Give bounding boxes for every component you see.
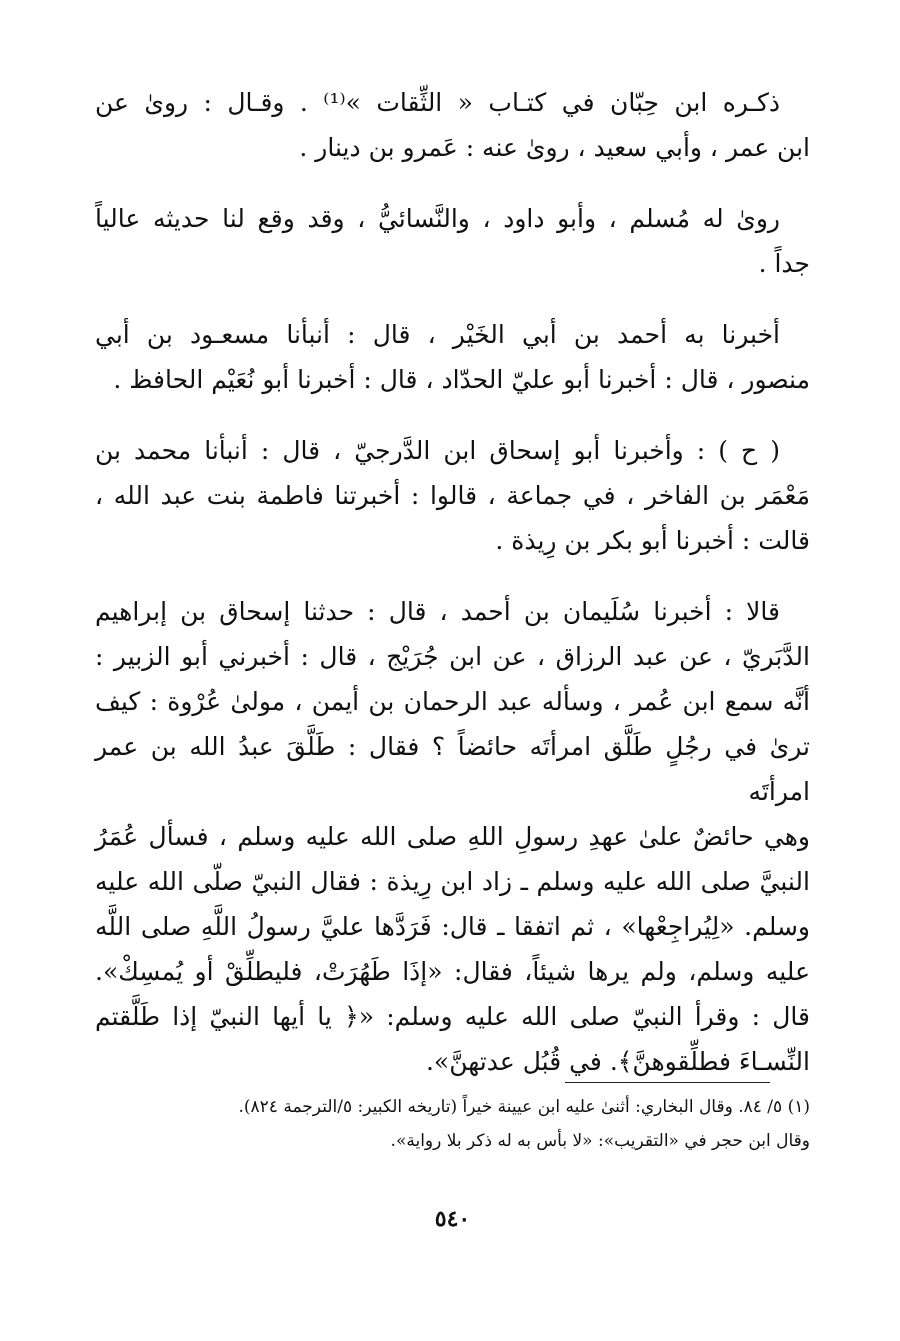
paragraph-isnad-1: [95, 312, 810, 402]
text-line: ذكـره ابن حِبّان في كتـاب « الثِّقات »⁽¹⁾ . وقـال : روىٰ عن: [95, 88, 780, 117]
text-line: النِّسـاءَ فطلِّقوهنَّ﴾. في قُبُل عدتهنَّ».: [425, 1047, 810, 1076]
footnote-line: وقال ابن حجر في «التقريب»: «لا بأس به له ذكر بلا رواية».: [390, 1131, 810, 1151]
text-line: منصور ، قال : أخبرنا أبو عليّ الحدّاد ، قال : أخبرنا أبو نُعَيْم الحافظ .: [113, 365, 810, 394]
text-line: جداً .: [758, 249, 810, 278]
text-line: أنَّه سمع ابن عُمر ، وسأله عبد الرحمان بن أيمن ، مولىٰ عُرْوة : كيف: [95, 687, 810, 716]
paragraph-narrators: [95, 196, 810, 286]
paragraph-isnad-2: [95, 428, 810, 563]
text-line: قالا : أخبرنا سُلَيمان بن أحمد ، قال : حدثنا إسحاق بن إبراهيم: [95, 597, 780, 626]
text-line: النبيَّ صلى الله عليه وسلم ـ زاد ابن رِيذة : فقال النبيّ صلّى الله عليه: [95, 867, 810, 896]
text-line: ( ح ) : وأخبرنا أبو إسحاق ابن الدَّرجيّ ، قال : أنبأنا محمد بن: [95, 436, 780, 465]
paragraph-ibn-hibban: [95, 80, 810, 170]
footnote-line: (١) ٥/ ٨٤. وقال البخاري: أثنىٰ عليه ابن عيينة خيراً (تاريخه الكبير: ٥/الترجمة ٨٢٤).: [238, 1097, 810, 1117]
text-line: وهي حائضٌ علىٰ عهدِ رسولِ اللهِ صلى الله عليه وسلم ، فسأل عُمَرُ: [95, 822, 810, 851]
text-line: قال : وقرأ النبيّ صلى الله عليه وسلم: «﴿ يا أيها النبيّ إذا طَلَّقتم: [95, 1002, 810, 1031]
text-line: مَعْمَر بن الفاخر ، في جماعة ، قالوا : أخبرتنا فاطمة بنت عبد الله ،: [95, 481, 810, 510]
text-line: روىٰ له مُسلم ، وأبو داود ، والنَّسائيُّ ، وقد وقع لنا حديثه عالياً: [95, 204, 780, 233]
text-line: قالت : أخبرنا أبو بكر بن رِيذة .: [495, 526, 810, 555]
text-line: عليه وسلم، ولم يرها شيئاً، فقال: «إذَا طَهُرَتْ، فليطلِّقْ أو يُمسِكْ».: [95, 957, 810, 986]
text-line: الدَّبَريّ ، عن عبد الرزاق ، عن ابن جُرَيْج ، قال : أخبرني أبو الزبير :: [95, 642, 810, 671]
text-line: ترىٰ في رجُلٍ طَلَّق امرأتَه حائضاً ؟ فقال : طَلَّقَ عبدُ الله بن عمر امرأتَه: [95, 732, 810, 806]
page-body: [95, 80, 810, 1280]
footnote-divider: [565, 1082, 770, 1083]
text-line: أخبرنا به أحمد بن أبي الخَيْر ، قال : أنبأنا مسعـود بن أبي: [95, 320, 780, 349]
footnote: [95, 1090, 810, 1158]
paragraph-hadith: [95, 589, 810, 1084]
text-line: ابن عمر ، وأبي سعيد ، روىٰ عنه : عَمرو بن دينار .: [299, 133, 810, 162]
page-number: ٥٤٠: [434, 1206, 471, 1232]
text-line: وسلم. «لِيُراجِعْها» ، ثم اتفقا ـ قال: فَرَدَّها عليَّ رسولُ اللَّهِ صلى اللَّه: [95, 912, 810, 941]
